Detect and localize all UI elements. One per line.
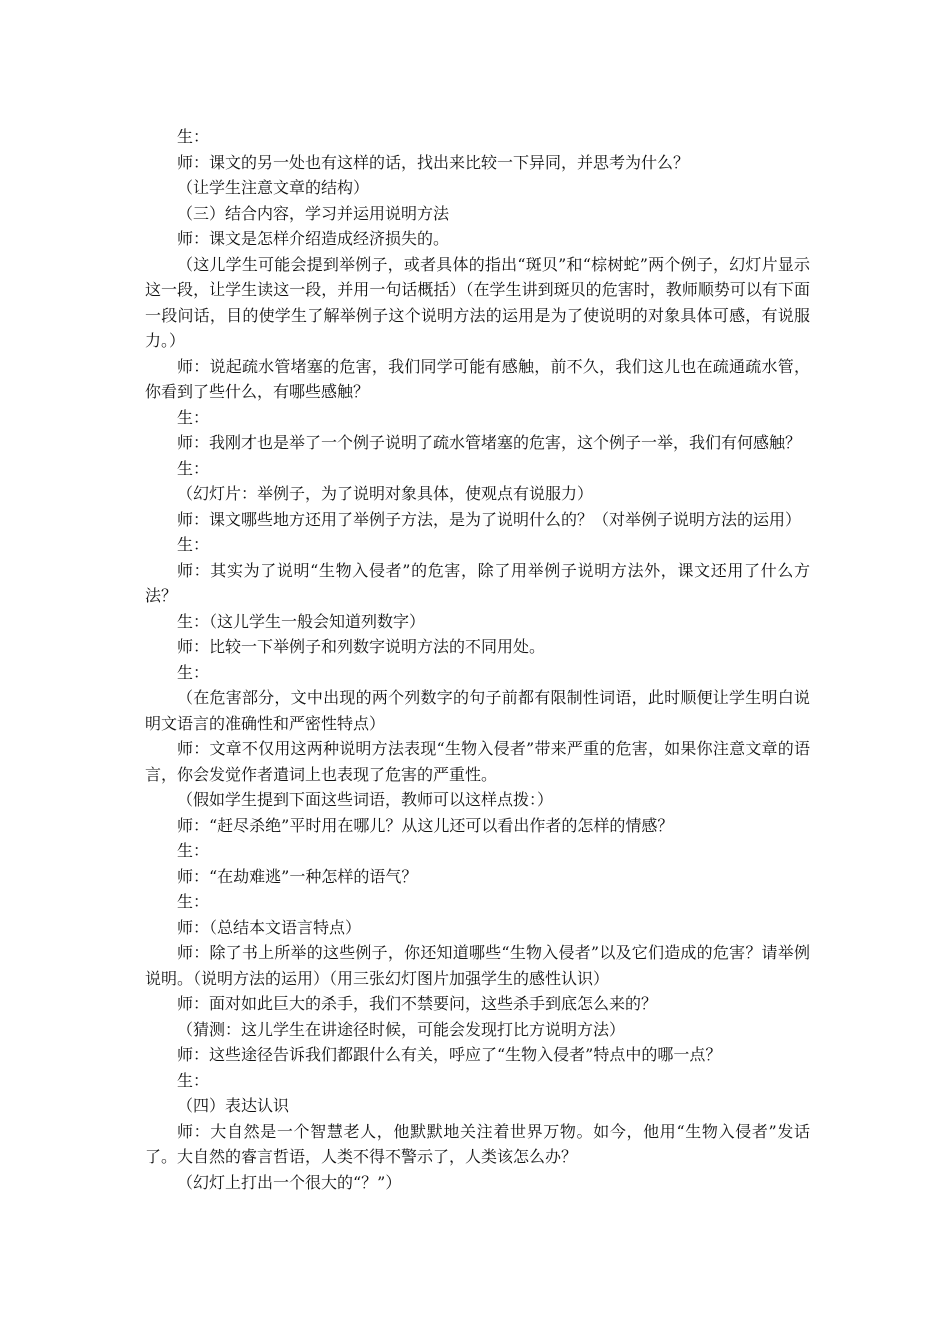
paragraph: 师：文章不仅用这两种说明方法表现“生物入侵者”带来严重的危害，如果你注意文章的语言，你会发觉作者遣词上也表现了危害的严重性。 bbox=[145, 739, 810, 784]
paragraph: 生： bbox=[177, 1070, 210, 1090]
paragraph: （四）表达认识 bbox=[177, 1096, 290, 1115]
paragraph: 师：课文的另一处也有这样的话，找出来比较一下异同，并思考为什么？ bbox=[177, 152, 690, 172]
paragraph: （在危害部分，文中出现的两个列数字的句子前都有限制性词语，此时顺便让学生明白说明文语言的准确性和严密性特点） bbox=[145, 688, 810, 733]
paragraph: （假如学生提到下面这些词语，教师可以这样点拨：） bbox=[177, 790, 554, 809]
paragraph: 师：“赶尽杀绝”平时用在哪儿？从这儿还可以看出作者的怎样的情感？ bbox=[177, 815, 674, 835]
paragraph: （幻灯片：举例子，为了说明对象具体，使观点有说服力） bbox=[177, 484, 594, 503]
paragraph: 师：（总结本文语言特点） bbox=[177, 917, 362, 937]
paragraph: 师：课文哪些地方还用了举例子方法，是为了说明什么的？（对举例子说明方法的运用） bbox=[177, 509, 802, 529]
paragraph: （猜测：这儿学生在讲途径时候，可能会发现打比方说明方法） bbox=[177, 1019, 626, 1039]
paragraph: （幻灯上打出一个很大的“？”） bbox=[177, 1172, 402, 1192]
paragraph: 师：大自然是一个智慧老人，他默默地关注着世界万物。如今，他用“生物入侵者”发话了。大自然的睿言哲语，人类不得不警示了，人类该怎么办？ bbox=[145, 1121, 810, 1166]
paragraph: 师：除了书上所举的这些例子，你还知道哪些“生物入侵者”以及它们造成的危害？请举例说明。（说明方法的运用）（用三张幻灯图片加强学生的感性认识） bbox=[145, 943, 810, 988]
paragraph: 生： bbox=[177, 892, 210, 911]
paragraph: 生： bbox=[177, 458, 210, 478]
paragraph: 师：面对如此巨大的杀手，我们不禁要问，这些杀手到底怎么来的？ bbox=[177, 994, 658, 1013]
paragraph: 生： bbox=[177, 127, 210, 146]
paragraph: （让学生注意文章的结构） bbox=[177, 178, 370, 197]
paragraph: 生： bbox=[177, 841, 210, 860]
paragraph: （这儿学生可能会提到举例子，或者具体的指出“斑贝”和“棕树蛇”两个例子，幻灯片显示这一段，让学生读这一段，并用一句话概括）（在学生讲到斑贝的危害时，教师顺势可以有下面一段问话，目的使学生了解举例子这个说明方法的运用是为了使说明的对象具体可感，有说服力。） bbox=[145, 254, 810, 350]
paragraph: 生： bbox=[177, 662, 210, 682]
paragraph: 师：这些途径告诉我们都跟什么有关，呼应了“生物入侵者”特点中的哪一点？ bbox=[177, 1045, 722, 1064]
paragraph: （三）结合内容，学习并运用说明方法 bbox=[177, 203, 450, 223]
document-body bbox=[145, 124, 810, 1195]
paragraph: 生：（这儿学生一般会知道列数字） bbox=[177, 611, 426, 631]
paragraph: 师：课文是怎样介绍造成经济损失的。 bbox=[177, 229, 450, 248]
paragraph: 生： bbox=[177, 535, 210, 554]
paragraph: 师：我刚才也是举了一个例子说明了疏水管堵塞的危害，这个例子一举，我们有何感触？ bbox=[177, 433, 802, 452]
paragraph: 师：比较一下举例子和列数字说明方法的不同用处。 bbox=[177, 637, 546, 656]
paragraph: 师：说起疏水管堵塞的危害，我们同学可能有感触，前不久，我们这儿也在疏通疏水管，你看到了些什么，有哪些感触？ bbox=[145, 356, 810, 401]
paragraph: 师：其实为了说明“生物入侵者”的危害，除了用举例子说明方法外，课文还用了什么方法？ bbox=[145, 560, 810, 605]
paragraph: 生： bbox=[177, 407, 210, 427]
paragraph: 师：“在劫难逃”一种怎样的语气？ bbox=[177, 866, 418, 886]
